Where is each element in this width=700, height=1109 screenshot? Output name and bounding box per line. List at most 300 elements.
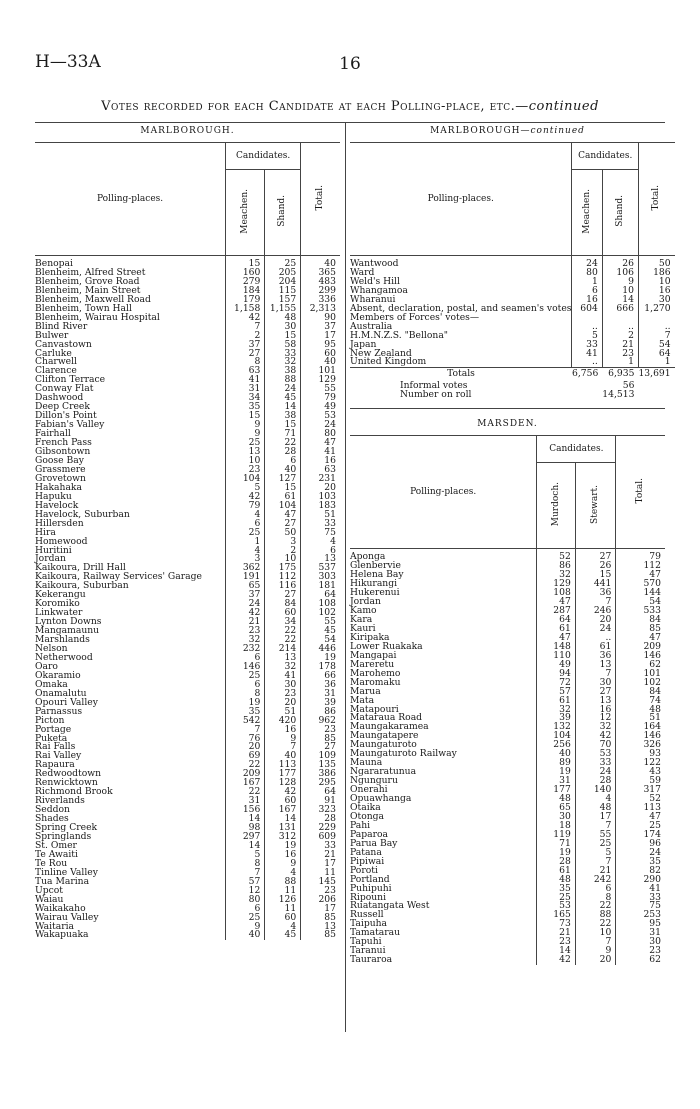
votes-cell: 6	[265, 457, 301, 466]
votes-cell: 42	[226, 314, 265, 323]
votes-cell: 17	[575, 813, 616, 822]
polling-place-name: Kekerangu	[35, 591, 226, 600]
votes-cell: 42	[265, 788, 301, 797]
total-cell: 295	[318, 777, 336, 789]
header-murdoch: Murdoch.	[537, 463, 575, 549]
polling-place-name: Fabian's Valley	[35, 421, 226, 430]
polling-place-name: Ripouni	[350, 894, 537, 903]
votes-cell: 5	[572, 332, 602, 341]
total-cell: 10	[658, 275, 671, 287]
votes-cell: 25	[226, 529, 265, 538]
votes-cell: 6	[226, 905, 265, 914]
votes-cell: 209	[226, 770, 265, 779]
polling-place-name: Kaikoura, Suburban	[35, 582, 226, 591]
votes-cell: 60	[265, 609, 301, 618]
votes-cell: 34	[265, 618, 301, 627]
table-row	[350, 813, 665, 822]
polling-place-name: Marshlands	[35, 636, 226, 645]
roll-row: Number on roll 14,513	[400, 389, 635, 401]
polling-place-name: Opuawhanga	[350, 795, 537, 804]
votes-cell: 246	[575, 607, 616, 616]
totals-row: Totals 6,756 6,935 13,691	[350, 368, 675, 379]
polling-place-name: Wakapuaka	[35, 931, 226, 940]
votes-cell: 19	[226, 699, 265, 708]
table-row	[350, 938, 665, 947]
votes-cell: 61	[537, 867, 575, 876]
votes-cell: 27	[265, 520, 301, 529]
total-cell: 7	[664, 329, 671, 341]
polling-place-name: Kaikoura, Railway Services' Garage	[35, 573, 226, 582]
votes-cell: 126	[265, 896, 301, 905]
votes-cell: 47	[537, 634, 575, 643]
votes-cell: 30	[537, 813, 575, 822]
polling-place-name: Waikakaho	[35, 905, 226, 914]
total-cell: 60	[324, 347, 336, 359]
total-cell: 386	[318, 768, 336, 780]
polling-place-name: Canvastown	[35, 341, 226, 350]
header-meachen-cont: Meachen.	[572, 170, 602, 256]
polling-place-name: Pipiwai	[350, 858, 537, 867]
polling-place-name: Rapaura	[35, 761, 226, 770]
votes-cell: 13	[575, 697, 616, 706]
total-cell: 66	[324, 669, 336, 681]
votes-cell: 31	[537, 777, 575, 786]
votes-cell: 25	[537, 894, 575, 903]
total-cell: 86	[324, 705, 336, 717]
polling-place-name: Tapuhi	[350, 938, 537, 947]
total-cell: 31	[649, 927, 661, 939]
total-cell: 323	[318, 804, 336, 816]
table-header-row	[35, 143, 340, 170]
total-cell: 20	[324, 481, 336, 493]
votes-cell: 179	[226, 296, 265, 305]
polling-place-name: Tinline Valley	[35, 869, 226, 878]
table-row	[350, 876, 665, 885]
votes-cell: 71	[537, 840, 575, 849]
votes-cell: 205	[265, 269, 301, 278]
votes-cell: 30	[265, 323, 301, 332]
polling-place-name: Kara	[350, 616, 537, 625]
total-cell: 24	[324, 419, 336, 431]
votes-cell: 112	[265, 573, 301, 582]
votes-cell: 25	[265, 256, 301, 269]
total-cell: 144	[643, 587, 661, 599]
votes-cell: 63	[226, 367, 265, 376]
votes-cell: 14	[602, 296, 638, 305]
section-title-marsden: MARSDEN.	[477, 419, 538, 430]
marlborough-section	[35, 120, 340, 940]
table-row	[350, 956, 665, 965]
votes-cell: 7	[575, 598, 616, 607]
table-row	[350, 777, 665, 786]
votes-cell: 35	[537, 885, 575, 894]
votes-cell: 35	[226, 403, 265, 412]
total-cell: 299	[318, 284, 336, 296]
votes-cell: 48	[537, 876, 575, 885]
votes-cell: 33	[575, 759, 616, 768]
votes-cell: 14	[265, 815, 301, 824]
votes-cell: 22	[575, 920, 616, 929]
total-cell: 101	[318, 365, 336, 377]
votes-cell: 41	[226, 376, 265, 385]
table-row	[350, 571, 665, 580]
votes-cell: ..	[572, 323, 602, 332]
table-row	[350, 822, 665, 831]
total-cell: 16	[324, 454, 336, 466]
votes-cell: 51	[265, 708, 301, 717]
total-cell: 91	[324, 795, 336, 807]
votes-cell: 31	[226, 385, 265, 394]
polling-place-name: Gibsontown	[35, 448, 226, 457]
votes-cell: 4	[575, 795, 616, 804]
votes-cell: 9	[226, 430, 265, 439]
polling-place-name: Blenheim, Wairau Hospital	[35, 314, 226, 323]
polling-place-name: Kaikoura, Drill Hall	[35, 564, 226, 573]
total-cell: 75	[324, 526, 336, 538]
votes-cell: 167	[226, 779, 265, 788]
polling-place-name: Opouri Valley	[35, 699, 226, 708]
total-cell: 326	[643, 739, 661, 751]
polling-place-name: Lower Ruakaka	[350, 643, 537, 652]
polling-place-name: Marua	[350, 688, 537, 697]
votes-cell: 32	[575, 723, 616, 732]
total-cell: 101	[643, 667, 661, 679]
votes-cell: 27	[575, 688, 616, 697]
total-cell: 33	[324, 839, 336, 851]
votes-cell: 32	[226, 636, 265, 645]
polling-place-name: Glenbervie	[350, 562, 537, 571]
polling-place-name: Otaika	[350, 804, 537, 813]
marlborough-cont-table	[350, 142, 675, 400]
polling-place-name: Wharanui	[350, 296, 572, 305]
votes-cell: 21	[575, 867, 616, 876]
votes-cell: 12	[226, 887, 265, 896]
votes-cell: 4	[265, 869, 301, 878]
votes-cell: 8	[226, 358, 265, 367]
votes-cell: 157	[265, 296, 301, 305]
polling-place-name: Mangapai	[350, 652, 537, 661]
votes-cell: 362	[226, 564, 265, 573]
votes-cell: 11	[265, 887, 301, 896]
total-cell: 85	[324, 732, 336, 744]
table-row	[350, 314, 675, 323]
header-stewart: Stewart.	[575, 463, 616, 549]
table-row	[35, 931, 340, 940]
polling-place-name: Otonga	[350, 813, 537, 822]
polling-place-name: Patana	[350, 849, 537, 858]
polling-place-name: Spring Creek	[35, 824, 226, 833]
votes-cell: 55	[575, 831, 616, 840]
total-cell: 24	[649, 846, 661, 858]
polling-place-name: Omaka	[35, 681, 226, 690]
polling-place-name: Maromaku	[350, 679, 537, 688]
polling-place-name: Okaramio	[35, 672, 226, 681]
votes-cell: 23	[537, 938, 575, 947]
total-cell: 25	[649, 819, 661, 831]
table-row	[350, 643, 665, 652]
total-cell: 537	[318, 562, 336, 574]
votes-cell: 604	[572, 305, 602, 314]
polling-place-name: Mauna	[350, 759, 537, 768]
polling-place-name: Mareretu	[350, 661, 537, 670]
total-cell: 75	[649, 900, 661, 912]
polling-place-name: Aponga	[350, 549, 537, 562]
votes-cell: 33	[572, 341, 602, 350]
votes-cell: 287	[537, 607, 575, 616]
total-cell: 135	[318, 759, 336, 771]
table-row	[350, 652, 665, 661]
votes-cell: 14	[537, 947, 575, 956]
total-cell: 102	[318, 607, 336, 619]
polling-place-name: Wairau Valley	[35, 914, 226, 923]
total-cell: 55	[324, 383, 336, 395]
votes-cell: 106	[602, 269, 638, 278]
total-cell: 11	[324, 866, 336, 878]
votes-cell: 37	[226, 341, 265, 350]
total-cell: 54	[324, 634, 336, 646]
votes-cell: 40	[265, 752, 301, 761]
total-cell: 62	[649, 658, 661, 670]
votes-cell: 16	[575, 706, 616, 715]
votes-cell: 10	[226, 457, 265, 466]
polling-place-name: Kiripaka	[350, 634, 537, 643]
total-cell: 6	[330, 544, 336, 556]
votes-cell: 37	[226, 591, 265, 600]
total-cell: 82	[649, 864, 661, 876]
polling-place-name: Members of Forces' votes—	[350, 314, 572, 323]
total-cell: 122	[643, 757, 661, 769]
table-row	[350, 858, 665, 867]
votes-cell: 22	[265, 636, 301, 645]
table-row	[350, 947, 665, 956]
marsden-table	[350, 435, 665, 965]
header-polling-places-cont: Polling-places.	[350, 143, 572, 256]
total-cell: 51	[649, 712, 661, 724]
total-cell: 64	[324, 786, 336, 798]
votes-cell: 30	[265, 681, 301, 690]
votes-cell: 148	[537, 643, 575, 652]
votes-cell: 3	[226, 555, 265, 564]
polling-place-name: Fairhall	[35, 430, 226, 439]
polling-place-name: Ruatangata West	[350, 902, 537, 911]
votes-cell: 69	[226, 752, 265, 761]
total-cell: 446	[318, 642, 336, 654]
table-row	[350, 679, 665, 688]
polling-place-name: Blind River	[35, 323, 226, 332]
total-cell: 23	[324, 884, 336, 896]
polling-place-name: Springlands	[35, 833, 226, 842]
total-cell: 85	[324, 929, 336, 941]
polling-place-name: Te Awaiti	[35, 851, 226, 860]
total-cell: 112	[643, 560, 661, 572]
polling-place-name: Richmond Brook	[35, 788, 226, 797]
votes-cell: 7	[575, 858, 616, 867]
polling-place-name: Helena Bay	[350, 571, 537, 580]
votes-cell: 28	[265, 448, 301, 457]
votes-cell: 14	[226, 815, 265, 824]
total-cell: 365	[318, 266, 336, 278]
total-cell: 49	[324, 401, 336, 413]
total-cell: 47	[649, 631, 661, 643]
votes-cell: 65	[226, 582, 265, 591]
total-cell: 209	[643, 640, 661, 652]
votes-cell: 26	[575, 562, 616, 571]
total-cell: 74	[649, 694, 661, 706]
total-cell: 33	[649, 891, 661, 903]
votes-cell: 39	[537, 714, 575, 723]
votes-cell: 420	[265, 717, 301, 726]
votes-cell: 7	[226, 869, 265, 878]
polling-place-name: Australia	[350, 323, 572, 332]
votes-cell: ..	[572, 358, 602, 367]
votes-cell: 41	[572, 350, 602, 359]
total-cell: 186	[653, 266, 671, 278]
votes-cell: 542	[226, 717, 265, 726]
votes-cell: 42	[575, 732, 616, 741]
total-cell: 1,270	[644, 302, 671, 314]
votes-cell: 25	[226, 439, 265, 448]
polling-place-name: Renwicktown	[35, 779, 226, 788]
votes-cell: 104	[265, 502, 301, 511]
total-cell: 37	[324, 320, 336, 332]
votes-cell: 7	[226, 726, 265, 735]
polling-place-name: Mata	[350, 697, 537, 706]
total-cell: 27	[324, 741, 336, 753]
votes-cell: 2	[265, 547, 301, 556]
polling-place-name: Waiau	[35, 896, 226, 905]
votes-cell: 5	[226, 484, 265, 493]
votes-cell: 9	[602, 278, 638, 287]
header-total: Total.	[301, 143, 340, 256]
votes-cell: 61	[537, 625, 575, 634]
total-cell: 41	[649, 882, 661, 894]
votes-cell: 8	[226, 690, 265, 699]
total-cell: 303	[318, 571, 336, 583]
marsden-rule	[350, 408, 665, 409]
votes-cell: 33	[265, 350, 301, 359]
votes-cell: 441	[575, 580, 616, 589]
votes-cell: 20	[226, 743, 265, 752]
votes-cell: 86	[537, 562, 575, 571]
polling-place-name: Whangamoa	[350, 287, 572, 296]
votes-cell: 13	[226, 448, 265, 457]
votes-cell: 84	[265, 600, 301, 609]
total-cell: 63	[324, 463, 336, 475]
total-cell: 54	[658, 338, 671, 350]
polling-place-name: Parua Bay	[350, 840, 537, 849]
total-cell: 51	[324, 508, 336, 520]
votes-cell: 60	[265, 797, 301, 806]
section-title-marlborough-continued: MARLBOROUGH—continued	[430, 126, 585, 136]
total-cell: 43	[649, 766, 661, 778]
total-cell: 146	[643, 649, 661, 661]
votes-cell: 232	[226, 645, 265, 654]
polling-place-name: Blenheim, Grove Road	[35, 278, 226, 287]
polling-place-name: Hikurangi	[350, 580, 537, 589]
polling-place-name: Marohemo	[350, 670, 537, 679]
table-row	[350, 885, 665, 894]
votes-cell: 6	[226, 654, 265, 663]
total-cell: 609	[318, 831, 336, 842]
votes-cell: 88	[265, 376, 301, 385]
total-cell: 229	[318, 822, 336, 834]
votes-cell: 52	[537, 549, 575, 562]
polling-place-name: Homewood	[35, 538, 226, 547]
votes-cell: 48	[537, 795, 575, 804]
total-cell: 84	[649, 685, 661, 697]
polling-place-name: Kauri	[350, 625, 537, 634]
votes-cell: 4	[265, 923, 301, 932]
votes-cell: 65	[537, 804, 575, 813]
votes-cell: ..	[575, 634, 616, 643]
polling-place-name: Onamalutu	[35, 690, 226, 699]
total-cell: 129	[318, 374, 336, 386]
polling-place-name: Blenheim, Town Hall	[35, 305, 226, 314]
total-cell: 85	[324, 911, 336, 923]
total-cell: 109	[318, 750, 336, 762]
total-cell: 41	[324, 446, 336, 458]
polling-place-name: Linkwater	[35, 609, 226, 618]
total-cell: 33	[324, 517, 336, 529]
polling-place-name: Onerahi	[350, 786, 537, 795]
polling-place-name: Tua Marina	[35, 878, 226, 887]
polling-place-name: Taipuha	[350, 920, 537, 929]
votes-cell: 35	[226, 708, 265, 717]
votes-cell: 7	[575, 938, 616, 947]
total-cell: 28	[324, 813, 336, 825]
votes-cell: 127	[265, 475, 301, 484]
votes-cell: 2	[226, 332, 265, 341]
polling-place-name: Ward	[350, 269, 572, 278]
total-cell: 36	[324, 678, 336, 690]
votes-cell: 30	[575, 679, 616, 688]
header-shand-cont: Shand.	[602, 170, 638, 256]
votes-cell: 104	[537, 732, 575, 741]
polling-place-name: Jordan	[350, 598, 537, 607]
votes-cell: 32	[265, 663, 301, 672]
total-cell: 40	[324, 258, 336, 269]
polling-place-name: Conway Flat	[35, 385, 226, 394]
votes-cell: 22	[575, 902, 616, 911]
votes-cell: 184	[226, 287, 265, 296]
total-cell: 178	[318, 660, 336, 672]
votes-cell: 167	[265, 806, 301, 815]
total-cell: 317	[643, 784, 661, 796]
votes-cell: 23	[265, 690, 301, 699]
section-title-marlborough: MARLBOROUGH.	[140, 126, 235, 136]
polling-place-name: Maungakaramea	[350, 723, 537, 732]
polling-place-name: Puketa	[35, 735, 226, 744]
votes-cell: 40	[226, 931, 265, 940]
votes-cell: 13	[265, 654, 301, 663]
votes-cell: 13	[575, 661, 616, 670]
table-row	[350, 849, 665, 858]
table-row	[350, 589, 665, 598]
votes-cell: 191	[226, 573, 265, 582]
votes-cell: 177	[265, 770, 301, 779]
total-cell: 48	[649, 703, 661, 715]
polling-place-name: Wantwood	[350, 256, 572, 269]
total-cell: 64	[658, 347, 671, 359]
total-cell: 59	[649, 775, 661, 787]
votes-cell: 1	[572, 278, 602, 287]
polling-place-name: Upcot	[35, 887, 226, 896]
votes-cell: 16	[265, 851, 301, 860]
total-cell: 62	[649, 954, 661, 966]
votes-cell: 45	[265, 394, 301, 403]
polling-place-name: Benopai	[35, 256, 226, 269]
total-cell: 23	[324, 723, 336, 735]
